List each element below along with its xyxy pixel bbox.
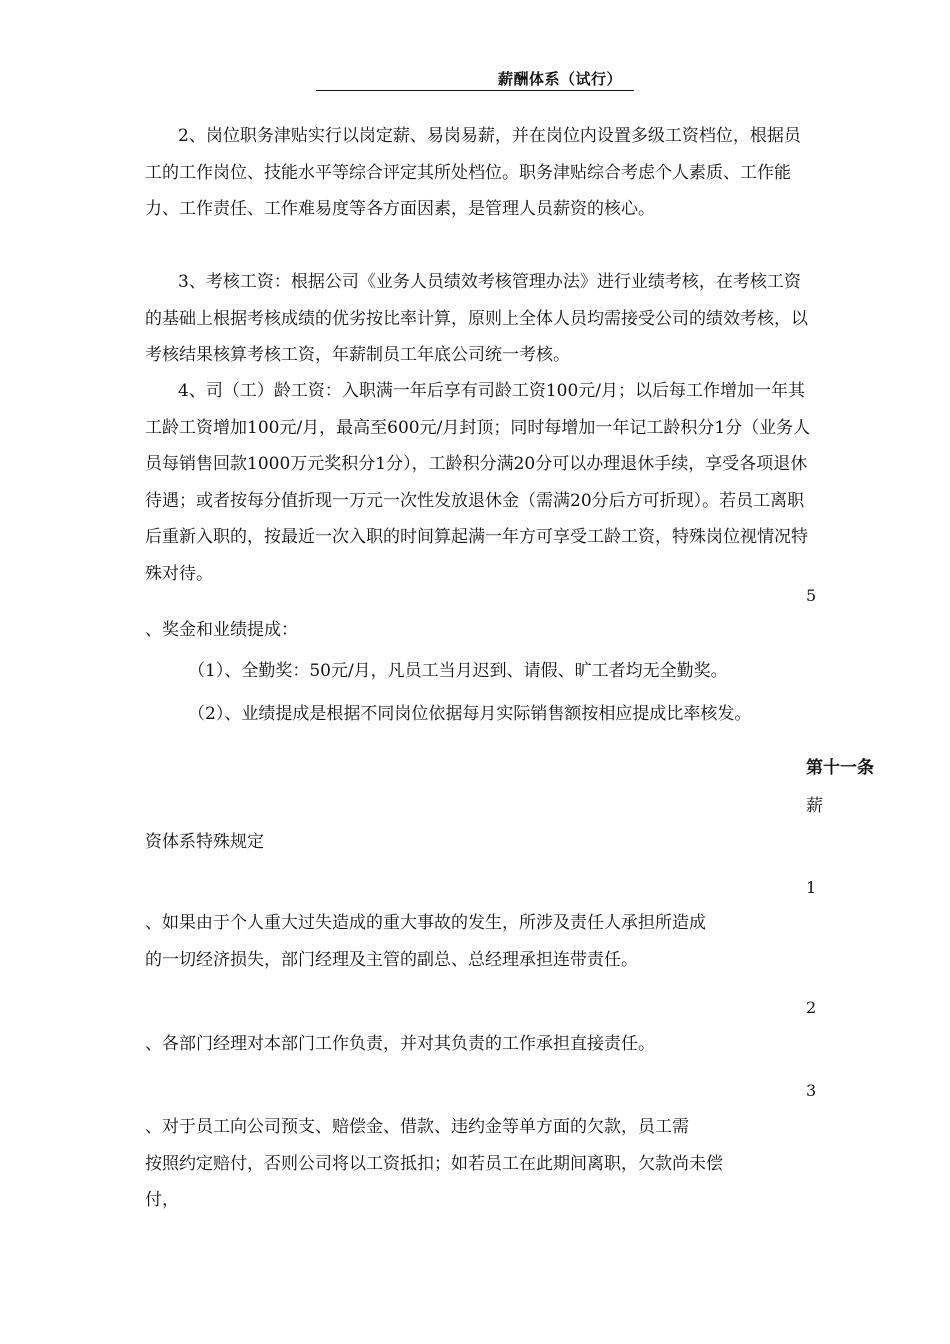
rule-3-line-1: 、对于员工向公司预支、赔偿金、借款、违约金等单方面的欠款，员工需 [145, 1117, 689, 1137]
article-label: 第十一条 [806, 758, 874, 778]
bonus-item-commission: （2）、业绩提成是根据不同岗位依据每月实际销售额按相应提成比率核发。 [188, 704, 752, 724]
rule-2-line-1: 、各部门经理对本部门工作负责，并对其负责的工作承担直接责任。 [145, 1034, 655, 1054]
bonus-heading: 、奖金和业绩提成： [145, 620, 298, 640]
rule-1-line-2: 的一切经济损失，部门经理及主管的副总、总经理承担连带责任。 [145, 950, 638, 970]
rule-number-2: 2 [806, 998, 817, 1017]
rule-number-1: 1 [806, 878, 817, 897]
rule-1-line-1: 、如果由于个人重大过失造成的重大事故的发生，所涉及责任人承担所造成 [145, 913, 706, 933]
article-title-first-char: 薪 [806, 796, 823, 816]
rule-number-3: 3 [806, 1081, 817, 1100]
rule-3-line-2: 按照约定赔付，否则公司将以工资抵扣；如若员工在此期间离职，欠款尚未偿 [145, 1154, 723, 1174]
bonus-item-attendance: （1）、全勤奖：50元/月，凡员工当月迟到、请假、旷工者均无全勤奖。 [188, 661, 728, 681]
document-title: 薪酬体系（试行） [497, 70, 622, 88]
paragraph-job-allowance: 2、岗位职务津贴实行以岗定薪、易岗易薪，并在岗位内设置多级工资档位，根据员工的工作岗位、技能水平等综合评定其所处档位。职务津贴综合考虑个人素质、工作能力、工作责任、工作难易度等各方面因素，是管理人员薪资的核心。 [145, 126, 801, 219]
paragraph-assessment-wage: 3、考核工资：根据公司《业务人员绩效考核管理办法》进行业绩考核，在考核工资的基础上根据考核成绩的优劣按比率计算，原则上全体人员均需接受公司的绩效考核，以考核结果核算考核工资，年薪制员工年底公司统一考核。 [145, 272, 808, 365]
article-title-rest: 资体系特殊规定 [145, 832, 264, 852]
page-header [316, 66, 634, 91]
rule-3-line-3: 付， [145, 1190, 179, 1210]
paragraph-seniority-wage: 4、司（工）龄工资：入职满一年后享有司龄工资100元/月；以后每工作增加一年其工龄工资增加100元/月，最高至600元/月封顶；同时每增加一年记工龄积分1分（业务人员每销售回款1000万元奖积分1分），工龄积分满20分可以办理退休手续，享受各项退休待遇；或者按每分值折现一万元一次性发放退休金（需满20分后方可折现）。若员工离职后重新入职的，按最近一次入职的时间算起满一年方可享受工龄工资，特殊岗位视情况特殊对待。 [145, 381, 811, 584]
section-number-5: 5 [806, 586, 817, 605]
